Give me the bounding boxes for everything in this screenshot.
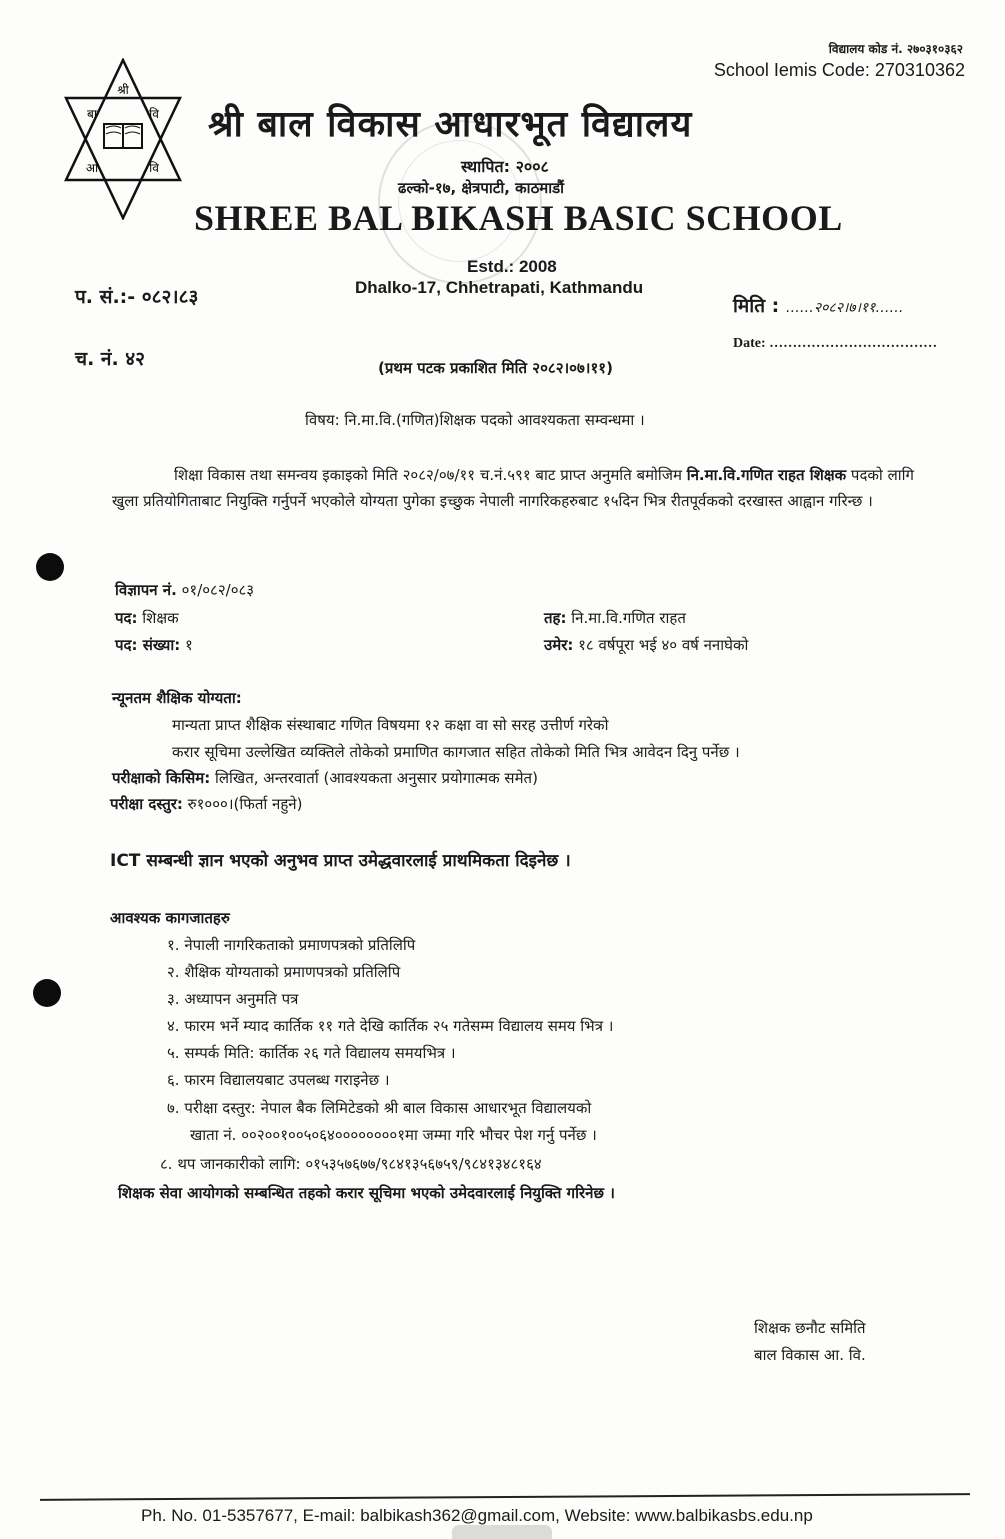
established-nepali: स्थापित: २००८	[461, 157, 549, 176]
exam-type-label: परीक्षाको किसिम:	[112, 769, 211, 787]
ict-priority-note: ICT सम्बन्धी ज्ञान भएको अनुभव प्राप्त उमेद्धवारलाई प्राथमिकता दिइनेछ ।	[110, 851, 571, 871]
logo-text-bottom-left: आ	[85, 161, 99, 175]
post-value: शिक्षक	[137, 609, 179, 627]
document-item: ३. अध्यापन अनुमति पत्र	[167, 990, 299, 1008]
qualification-line-1: मान्यता प्राप्त शैक्षिक संस्थाबाट गणित विषयमा १२ कक्षा वा सो सरह उत्तीर्ण गरेको	[172, 716, 609, 734]
exam-fee	[110, 794, 303, 814]
school-name-nepali: श्री बाल विकास आधारभूत विद्यालय	[208, 104, 693, 145]
age-value: १८ वर्षपूरा भई ४० वर्ष ननाघेको	[573, 636, 749, 654]
punch-hole-top	[36, 553, 64, 581]
level	[544, 608, 686, 628]
qualification-heading	[112, 688, 242, 708]
age	[544, 635, 748, 655]
iemis-code-nepali: विद्यालय कोड नं. २७०३१०३६२	[828, 42, 963, 56]
post	[115, 608, 179, 628]
iemis-code: School Iemis Code: 270310362	[713, 60, 965, 80]
exam-type-value: लिखित, अन्तरवार्ता (आवश्यकता अनुसार प्रयोगात्मक समेत)	[210, 769, 538, 787]
miti-label: मिति :	[733, 295, 780, 317]
school-logo-icon	[62, 58, 184, 220]
reference-number: प. सं.:- ०८२।८३	[75, 286, 199, 308]
miti-value: ……२०८२।७।११……	[785, 300, 904, 316]
school-name-english: SHREE BAL BIKASH BASIC SCHOOL	[194, 198, 843, 238]
logo-text-left: बा	[87, 107, 97, 121]
logo-text-bottom-right: वि	[149, 161, 159, 175]
document-item: ६. फारम विद्यालयबाट उपलब्ध गराइनेछ ।	[167, 1071, 390, 1089]
signature-school: बाल विकास आ. वि.	[754, 1346, 866, 1364]
intro-part-1: शिक्षा विकास तथा समन्वय इकाइको मिति २०८२/०७/११ च.नं.५९१ बाट प्राप्त अनुमति बमोजिम	[174, 466, 687, 484]
qualification-line-2: करार सूचिमा उल्लेखित व्यक्तिले तोकेको प्रमाणित कागजात सहित तोकेको मिति भित्र आवेदन दिनु पर्नेछ ।	[172, 743, 740, 761]
date-line: Date: ………………………………	[733, 336, 938, 351]
ad-number-value: ०१/०८२/०८३	[176, 581, 255, 599]
logo-text-right: वि	[149, 107, 159, 121]
closing-note: शिक्षक सेवा आयोगको सम्बन्धित तहको करार सूचिमा भएको उमेदवारलाई नियुक्ति गरिनेछ ।	[118, 1184, 615, 1202]
published-date-note: (प्रथम पटक प्रकाशित मिति २०८२।०७।११)	[378, 359, 613, 377]
documents-heading: आवश्यक कागजातहरु	[110, 909, 230, 927]
footer-divider	[40, 1493, 970, 1501]
exam-fee-label: परीक्षा दस्तुर:	[110, 795, 183, 813]
post-count-label: पद: संख्या:	[115, 636, 181, 654]
document-item: ८. थप जानकारीको लागि: ०१५३५७६७७/९८४१३५६७५९/९८४१३४८१६४	[160, 1155, 542, 1173]
intro-post-name: नि.मा.वि.गणित राहत शिक्षक	[686, 466, 847, 484]
level-value: नि.मा.वि.गणित राहत	[566, 609, 686, 627]
intro-paragraph	[112, 462, 917, 514]
post-count-value: १	[180, 636, 193, 654]
exam-type	[112, 768, 538, 788]
logo-text-top: श्री	[117, 83, 129, 97]
exam-fee-value: रु१०००।(फिर्ता नहुने)	[182, 795, 303, 813]
subject-line: विषय: नि.मा.वि.(गणित)शिक्षक पदको आवश्यकता सम्वन्धमा ।	[305, 411, 645, 429]
document-item: २. शैक्षिक योग्यताको प्रमाणपत्रको प्रतिलिपि	[167, 963, 401, 981]
post-count	[115, 635, 193, 655]
established-english: Estd.: 2008	[467, 257, 557, 276]
ad-number	[115, 580, 254, 600]
dispatch-number: च. नं. ४२	[75, 348, 146, 370]
footer-contact: Ph. No. 01-5357677, E-mail: balbikash362@gmail.com, Website: www.balbikasbs.edu.np	[141, 1506, 813, 1525]
age-label: उमेर:	[544, 636, 574, 654]
address-english: Dhalko-17, Chhetrapati, Kathmandu	[355, 278, 644, 297]
intro-part-2: पदको लागि खुला प्रतियोगिताबाट नियुक्ति गर्नुपर्ने भएकोले योग्यता पुगेका इच्छुक नेपाली नागरिकहरुबाट १५दिन भित्र रीतपूर्वकको दरखास्त आह्वान गरिन्छ ।	[112, 466, 914, 510]
document-item: १. नेपाली नागरिकताको प्रमाणपत्रको प्रतिलिपि	[167, 936, 416, 954]
level-label: तह:	[544, 609, 567, 627]
post-label: पद:	[115, 609, 138, 627]
document-item: ४. फारम भर्ने म्याद कार्तिक ११ गते देखि कार्तिक २५ गतेसम्म विद्यालय समय भित्र ।	[167, 1017, 614, 1035]
page-indicator	[452, 1525, 552, 1539]
document-item-continuation: खाता नं. ००२००१००५०६४००००००००१मा जम्मा गरि भौचर पेश गर्नु पर्नेछ ।	[190, 1126, 597, 1144]
miti-line	[733, 292, 903, 318]
document-item: ५. सम्पर्क मिति: कार्तिक २६ गते विद्यालय समयभित्र ।	[167, 1044, 456, 1062]
punch-hole-bottom	[33, 979, 61, 1007]
ad-number-label: विज्ञापन नं.	[115, 581, 177, 599]
document-item: ७. परीक्षा दस्तुर: नेपाल बैक लिमिटेडको श्री बाल विकास आधारभूत विद्यालयको	[167, 1099, 592, 1117]
qualification-heading-text: न्यूनतम शैक्षिक योग्यता:	[112, 689, 242, 707]
signature-committee: शिक्षक छनौट समिति	[754, 1319, 866, 1337]
address-nepali: ढल्को-१७, क्षेत्रपाटी, काठमाडौं	[398, 179, 565, 197]
